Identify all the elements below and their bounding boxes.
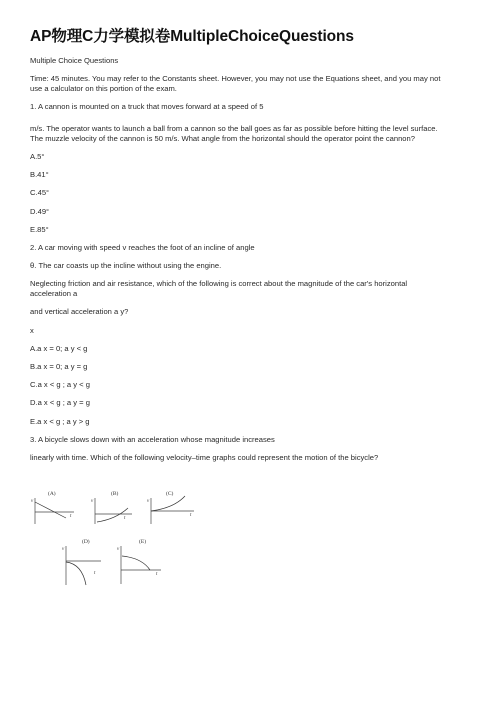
q2-stem-line-1: 2. A car moving with speed v reaches the foot of an incline of angle: [30, 243, 255, 252]
page-title: AP物理C力学模拟卷MultipleChoiceQuestions: [30, 28, 354, 45]
q1-stem-line-3: The muzzle velocity of the cannon is 50 m/s. What angle from the horizontal should the operator point the cannon?: [30, 134, 415, 143]
graph-c-t-axis-label: t: [190, 513, 192, 518]
q1-option-a: A.5°: [30, 152, 45, 161]
graph-e-label: (E): [139, 539, 147, 545]
graph-c: [147, 490, 194, 524]
graph-a-v-axis-label: v: [31, 499, 34, 504]
q2-stem-line-2: θ. The car coasts up the incline without using the engine.: [30, 261, 222, 270]
graph-e: [117, 538, 161, 584]
graph-a: [31, 490, 74, 524]
graph-d-v-axis-label: v: [62, 547, 65, 552]
q1-option-e: E.85°: [30, 225, 49, 234]
graph-c-v-axis-label: v: [147, 499, 150, 504]
q1-option-c: C.45°: [30, 188, 50, 197]
instructions-line-1: Time: 45 minutes. You may refer to the Constants sheet. However, you may not use the Equations sheet, and you may not: [30, 74, 441, 83]
graph-e-v-axis-label: v: [117, 547, 120, 552]
graph-a-t-axis-label: t: [70, 514, 72, 519]
graph-b-label: (B): [111, 491, 119, 497]
graph-d-curve: [66, 562, 86, 585]
graph-c-label: (C): [166, 491, 174, 497]
graph-b-v-axis-label: v: [91, 499, 94, 504]
q1-option-b: B.41°: [30, 170, 49, 179]
q2-stem-line-4: acceleration a: [30, 289, 78, 298]
graph-e-curve: [122, 556, 150, 570]
graph-a-label: (A): [48, 491, 56, 497]
q2-option-a: A.a x = 0; a y < g: [30, 344, 88, 353]
velocity-time-graphs-figure: [26, 488, 216, 593]
q2-stem-line-5: and vertical acceleration a y?: [30, 307, 129, 316]
graph-a-curve: [35, 502, 66, 518]
graph-b-t-axis-label: t: [124, 516, 126, 521]
q2-stem-line-3: Neglecting friction and air resistance, which of the following is correct about the magnitude of the car's horizontal: [30, 279, 408, 288]
q2-option-b: B.a x = 0; a y = g: [30, 362, 88, 371]
graph-e-t-axis-label: t: [156, 572, 158, 577]
q3-stem-line-2: linearly with time. Which of the following velocity–time graphs could represent the motion of the bicycle?: [30, 453, 379, 462]
q1-stem-line-2: m/s. The operator wants to launch a ball from a cannon so the ball goes as far as possible before hitting the level surface.: [30, 124, 438, 133]
graph-d-label: (D): [82, 539, 90, 545]
q1-stem-line-1: 1. A cannon is mounted on a truck that moves forward at a speed of 5: [30, 102, 264, 111]
q2-option-e: E.a x < g ; a y > g: [30, 417, 90, 426]
q1-option-d: D.49°: [30, 207, 50, 216]
graph-d: [62, 538, 101, 585]
graph-c-curve: [151, 496, 185, 511]
q3-stem-line-1: 3. A bicycle slows down with an acceleration whose magnitude increases: [30, 435, 275, 444]
q2-option-c: C.a x < g ; a y < g: [30, 380, 90, 389]
graph-d-t-axis-label: t: [94, 571, 96, 576]
q2-option-d: D.a x < g ; a y = g: [30, 398, 90, 407]
subtitle: Multiple Choice Questions: [30, 56, 119, 65]
q2-stem-line-6: x: [30, 326, 34, 335]
graph-b: [91, 490, 132, 524]
instructions-line-2: use a calculator on this portion of the exam.: [30, 84, 177, 93]
